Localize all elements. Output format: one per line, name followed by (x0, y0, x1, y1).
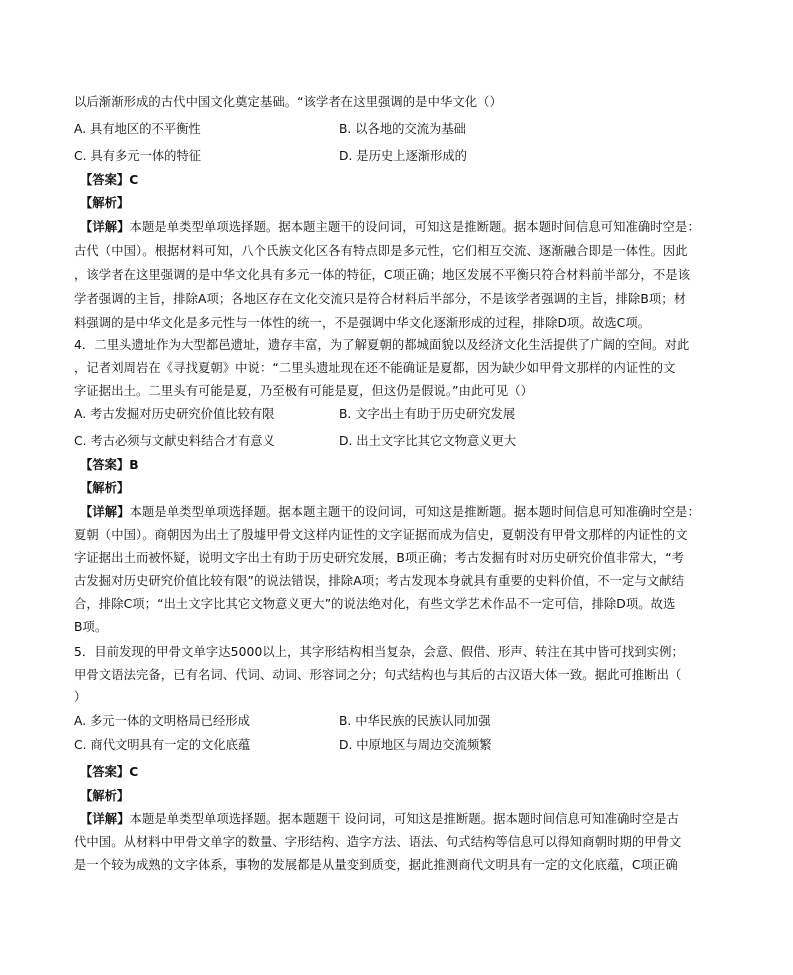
answer-label: 【答案】 (80, 458, 130, 472)
q3-detail-line-4: 学者强调的主旨，排除A项；各地区存在文化交流只是符合材料后半部分，不是该学者强调的主旨，排除B项；材 (74, 292, 687, 306)
q4-option-a: A. 考古发掘对历史研究价值比较有限 (74, 407, 275, 421)
q3-option-d: D. 是历史上逐渐形成的 (339, 149, 467, 163)
q4-answer (80, 457, 139, 473)
answer-label: 【答案】 (80, 173, 130, 187)
answer-value: C (129, 765, 139, 779)
q3-answer (80, 172, 138, 188)
answer-value: C (129, 173, 139, 187)
q4-analysis-label: 【解析】 (80, 481, 130, 495)
q3-option-b: B. 以各地的交流为基础 (339, 122, 466, 136)
q5-option-a: A. 多元一体的文明格局已经形成 (74, 714, 250, 728)
q4-option-d: D. 出土文字比其它文物意义更大 (339, 434, 517, 448)
q3-stem-tail: 以后渐渐形成的古代中国文化奠定基础。“该学者在这里强调的是中华文化（） (74, 95, 502, 109)
answer-label: 【答案】 (80, 765, 130, 779)
q4-detail-line-3: 字证据出土而被怀疑，说明文字出土有助于历史研究发展，B项正确；考古发掘有时对历史研究价值非常大，“考 (74, 551, 685, 565)
q4-detail-line-1: 【详解】本题是单类型单项选择题。据本题主题干的设问词，可知这是推断题。据本题时间信息可知准确时空是： (80, 505, 700, 519)
q5-stem-line-2: 甲骨文语法完备，已有名词、代词、动词、形容词之分；句式结构也与其后的古汉语大体一致。据此可推断出（ (74, 668, 682, 682)
q3-option-c: C. 具有多元一体的特征 (74, 149, 202, 163)
q5-option-b: B. 中华民族的民族认同加强 (339, 714, 491, 728)
answer-value: B (129, 458, 139, 472)
detail-label: 【详解】 (80, 505, 130, 519)
detail-label: 【详解】 (80, 220, 130, 234)
q5-analysis-label: 【解析】 (80, 789, 130, 803)
q5-detail-line-2: 代中国。从材料中甲骨文单字的数量、字形结构、造字方法、语法、句式结构等信息可以得知商朝时期的甲骨文 (74, 835, 682, 849)
q3-detail-line-3: ，该学者在这里强调的是中华文化具有多元一体的特征，C项正确；地区发展不平衡只符合材料前半部分，不是该 (74, 268, 691, 282)
q5-option-d: D. 中原地区与周边交流频繁 (339, 738, 492, 752)
q5-stem-line-3: ） (74, 690, 87, 704)
q3-detail-line-5: 料强调的是中华文化是多元性与一体性的统一，不是强调中华文化逐渐形成的过程，排除D项。故选C项。 (74, 316, 651, 330)
q5-detail-line-1: 【详解】本题是单类型单项选择题。据本题题干 设问词，可知这是推断题。据本题时间信息可知准确时空是古 (80, 812, 680, 826)
q3-option-a: A. 具有地区的不平衡性 (74, 122, 201, 136)
q3-analysis-label: 【解析】 (80, 196, 130, 210)
q4-stem-line-2: ，记者刘周岩在《寻找夏朝》中说：“二里头遗址现在还不能确证是夏都，因为缺少如甲骨文那样的内证性的文 (74, 361, 676, 375)
q4-detail-line-5: 合，排除C项；“出土文字比其它文物意义更大”的说法绝对化，有些文学艺术作品不一定可信，排除D项。故选 (74, 597, 676, 611)
detail-label: 【详解】 (80, 812, 130, 826)
q3-detail-line-1: 【详解】本题是单类型单项选择题。据本题主题干的设问词，可知这是推断题。据本题时间信息可知准确时空是： (80, 220, 700, 234)
q4-detail-line-6: B项。 (74, 620, 108, 634)
q5-option-c: C. 商代文明具有一定的文化底蕴 (74, 738, 251, 752)
q4-option-c: C. 考古必须与文献史料结合才有意义 (74, 434, 275, 448)
q5-detail-line-3: 是一个较为成熟的文字体系，事物的发展都是从量变到质变，据此推测商代文明具有一定的文化底蕴，C项正确 (74, 858, 678, 872)
q4-detail-line-4: 古发掘对历史研究价值比较有限”的说法错误，排除A项；考古发现本身就具有重要的史料价值，不一定与文献结 (74, 574, 685, 588)
q4-stem-line-1: 4．二里头遗址作为大型都邑遗址，遗存丰富，为了解夏朝的都城面貌以及经济文化生活提供了广阔的空间。对此 (74, 338, 690, 352)
q4-stem-line-3: 字证据出土。二里头有可能是夏，乃至极有可能是夏，但这仍是假说。”由此可见（） (74, 384, 534, 398)
q4-detail-line-2: 夏朝（中国）。商朝因为出土了殷墟甲骨文这样内证性的文字证据而成为信史，夏朝没有甲骨文那样的内证性的文 (74, 528, 688, 542)
q5-answer (80, 764, 138, 780)
q3-detail-line-2: 古代（中国）。根据材料可知，八个氏族文化区各有特点即是多元性，它们相互交流、逐渐融合即是一体性。因此 (74, 244, 688, 258)
q5-stem-line-1: 5．目前发现的甲骨文单字达5000以上，其字形结构相当复杂，会意、假借、形声、转注在其中皆可找到实例； (74, 645, 684, 659)
q4-option-b: B. 文字出土有助于历史研究发展 (339, 407, 516, 421)
